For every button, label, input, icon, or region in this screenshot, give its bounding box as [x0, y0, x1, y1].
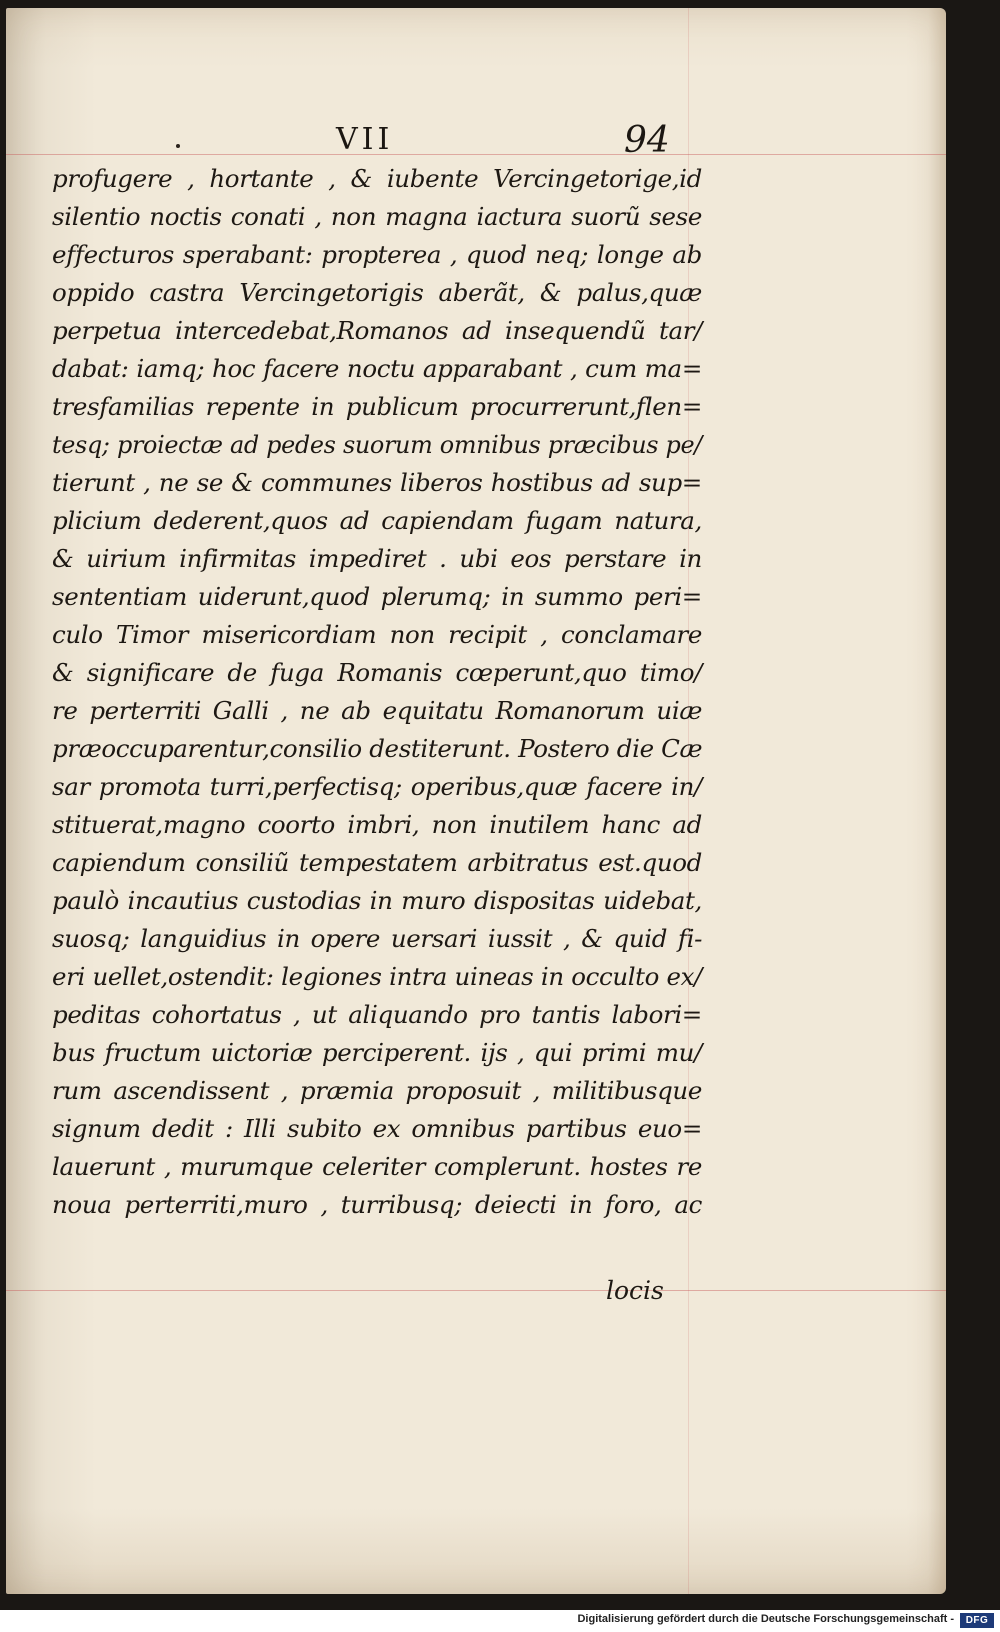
- text-line: noua perterriti,muro , turribusq; deiecti in foro, ac: [52, 1190, 702, 1219]
- text-line: capiendum consiliũ tempestatem arbitratus est.quod: [52, 848, 702, 877]
- text-line: eri uellet,ostendit: legiones intra uineas in occulto ex/: [52, 962, 702, 991]
- text-line: tesq; proiectæ ad pedes suorum omnibus præcibus pe/: [52, 431, 702, 459]
- text-line: tierunt , ne se & communes liberos hostibus ad sup=: [52, 468, 702, 497]
- text-line: rum ascendissent , præmia proposuit , militibusque: [52, 1076, 702, 1105]
- text-line: suosq; languidius in opere uersari iussit , & quid fi-: [52, 924, 702, 953]
- text-line: re perterriti Galli , ne ab equitatu Romanorum uiæ: [52, 696, 702, 725]
- text-line: & uirium infirmitas impediret . ubi eos perstare in: [52, 544, 702, 573]
- text-line: sententiam uiderunt,quod plerumq; in summo peri=: [52, 582, 702, 611]
- catchword: locis: [606, 1276, 664, 1305]
- red-rule-line-bottom: [6, 1290, 946, 1291]
- footer-bar: [0, 1610, 1000, 1632]
- text-line: oppido castra Vercingetorigis aberãt, & palus,quæ: [52, 278, 702, 307]
- book-page: [6, 8, 946, 1594]
- text-line: profugere , hortante , & iubente Vercingetorige,id: [52, 164, 702, 193]
- body-text: [52, 160, 702, 1224]
- text-line: lauerunt , murumque celeriter complerunt. hostes re: [52, 1152, 702, 1181]
- page-number: 94: [624, 120, 670, 161]
- text-line: effecturos sperabant: propterea , quod neq; longe ab: [52, 240, 702, 269]
- text-line: culo Timor misericordiam non recipit , conclamare: [52, 620, 702, 649]
- text-line: plicium dederent,quos ad capiendam fugam natura,: [52, 506, 702, 535]
- text-line: signum dedit : Illi subito ex omnibus partibus euo=: [52, 1114, 702, 1143]
- text-line: dabat: iamq; hoc facere noctu apparabant , cum ma=: [52, 354, 702, 383]
- dfg-logo: DFG: [960, 1613, 994, 1628]
- text-line: perpetua intercedebat,Romanos ad insequendũ tar/: [52, 316, 702, 345]
- text-line: peditas cohortatus , ut aliquando pro tantis labori=: [52, 1000, 702, 1029]
- text-line: tresfamilias repente in publicum procurrerunt,flen=: [52, 392, 702, 421]
- running-head: [6, 120, 946, 164]
- text-line: sar promota turri,perfectisq; operibus,quæ facere in/: [52, 772, 702, 801]
- text-line: stituerat,magno coorto imbri, non inutilem hanc ad: [52, 810, 702, 839]
- text-line: & significare de fuga Romanis cœperunt,quo timo/: [52, 658, 702, 687]
- chapter-number: VII: [336, 122, 394, 157]
- text-line: paulò incautius custodias in muro dispositas uidebat,: [52, 886, 702, 915]
- funding-credit: Digitalisierung gefördert durch die Deutsche Forschungsgemeinschaft -: [577, 1613, 954, 1625]
- text-line: bus fructum uictoriæ perciperent. ijs , qui primi mu/: [52, 1038, 702, 1067]
- text-line: præoccuparentur,consilio destiterunt. Postero die Cæ: [52, 734, 703, 763]
- signature-dot: [176, 144, 180, 148]
- text-line: silentio noctis conati , non magna iactura suorũ sese: [52, 202, 702, 231]
